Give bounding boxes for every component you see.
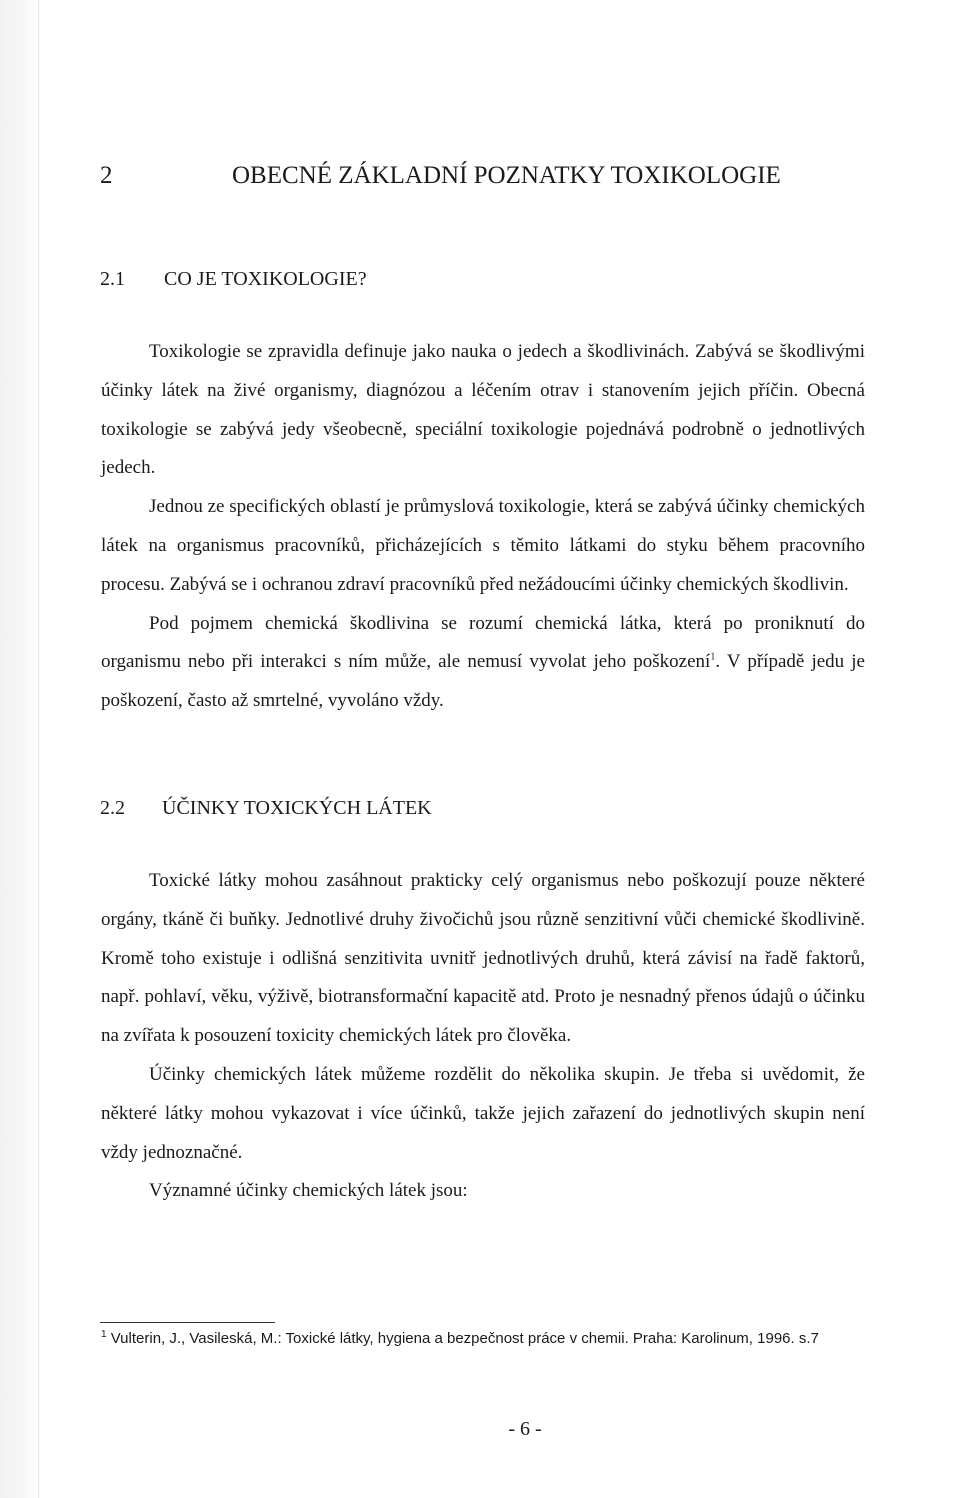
section-number: 2.2 <box>100 797 125 819</box>
section-number: 2.1 <box>100 268 125 290</box>
paragraph: Toxické látky mohou zasáhnout prakticky celý organismus nebo poškozují pouze některé orgány, tkáně či buňky. Jednotlivé druhy živočichů jsou různě senzitivní vůči chemické škodlivině. Kromě toho existuje i odlišná senzitivita uvnitř jednotlivých druhů, která závisí na řadě faktorů, např. pohlaví, věku, výživě, biotransformační kapacitě atd. Proto je nesnadný přenos údajů o účinku na zvířata k posouzení toxicity chemických látek pro člověka. <box>101 870 865 1047</box>
section-2-2-body <box>101 862 865 1211</box>
page-number: - 6 - <box>508 1418 542 1440</box>
paragraph: Účinky chemických látek můžeme rozdělit do několika skupin. Je třeba si uvědomit, že některé látky mohou vykazovat i více účinků, takže jejich zařazení do jednotlivých skupin není vždy jednoznačné. <box>101 1063 865 1163</box>
paragraph: Jednou ze specifických oblastí je průmyslová toxikologie, která se zabývá účinky chemických látek na organismus pracovníků, přicházejících s těmito látkami do styku během pracovního procesu. Zabývá se i ochranou zdraví pracovníků před nežádoucími účinky chemických škodlivin. <box>101 496 865 595</box>
footnote-separator <box>100 1322 275 1323</box>
section-title: ÚČINKY TOXICKÝCH LÁTEK <box>162 797 432 819</box>
paragraph-text: . V případě jedu je poškození, často až smrtelné, vyvoláno vždy. <box>101 651 865 712</box>
paragraph: Významné účinky chemických látek jsou: <box>149 1180 468 1202</box>
paragraph: Toxikologie se zpravidla definuje jako nauka o jedech a škodlivinách. Zabývá se škodlivými účinky látek na živé organismy, diagnózou a léčením otrav i stanovením jejich příčin. Obecná toxikologie se zabývá jedy všeobecně, speciální toxikologie pojednává podrobně o jednotlivých jedech. <box>101 341 865 479</box>
section-title: CO JE TOXIKOLOGIE? <box>164 268 367 290</box>
chapter-number: 2 <box>100 162 113 189</box>
chapter-heading <box>100 162 860 190</box>
paragraph <box>101 605 865 721</box>
footnote-marker: 1 <box>101 1329 107 1340</box>
footnote-text: Vulterin, J., Vasileská, M.: Toxické látky, hygiena a bezpečnost práce v chemii. Praha: Karolinum, 1996. s.7 <box>106 1330 819 1347</box>
footnote <box>101 1328 865 1350</box>
footnote-reference: 1 <box>710 652 716 664</box>
section-heading-2-1 <box>100 268 860 291</box>
paragraph-text: Pod pojmem chemická škodlivina se rozumí chemická látka, která po proniknutí do organismu nebo při interakci s ním může, ale nemusí vyvolat jeho poškození <box>101 612 865 673</box>
section-heading-2-2 <box>100 797 860 820</box>
section-2-1-body <box>101 333 865 721</box>
chapter-title: OBECNÉ ZÁKLADNÍ POZNATKY TOXIKOLOGIE <box>232 162 781 189</box>
